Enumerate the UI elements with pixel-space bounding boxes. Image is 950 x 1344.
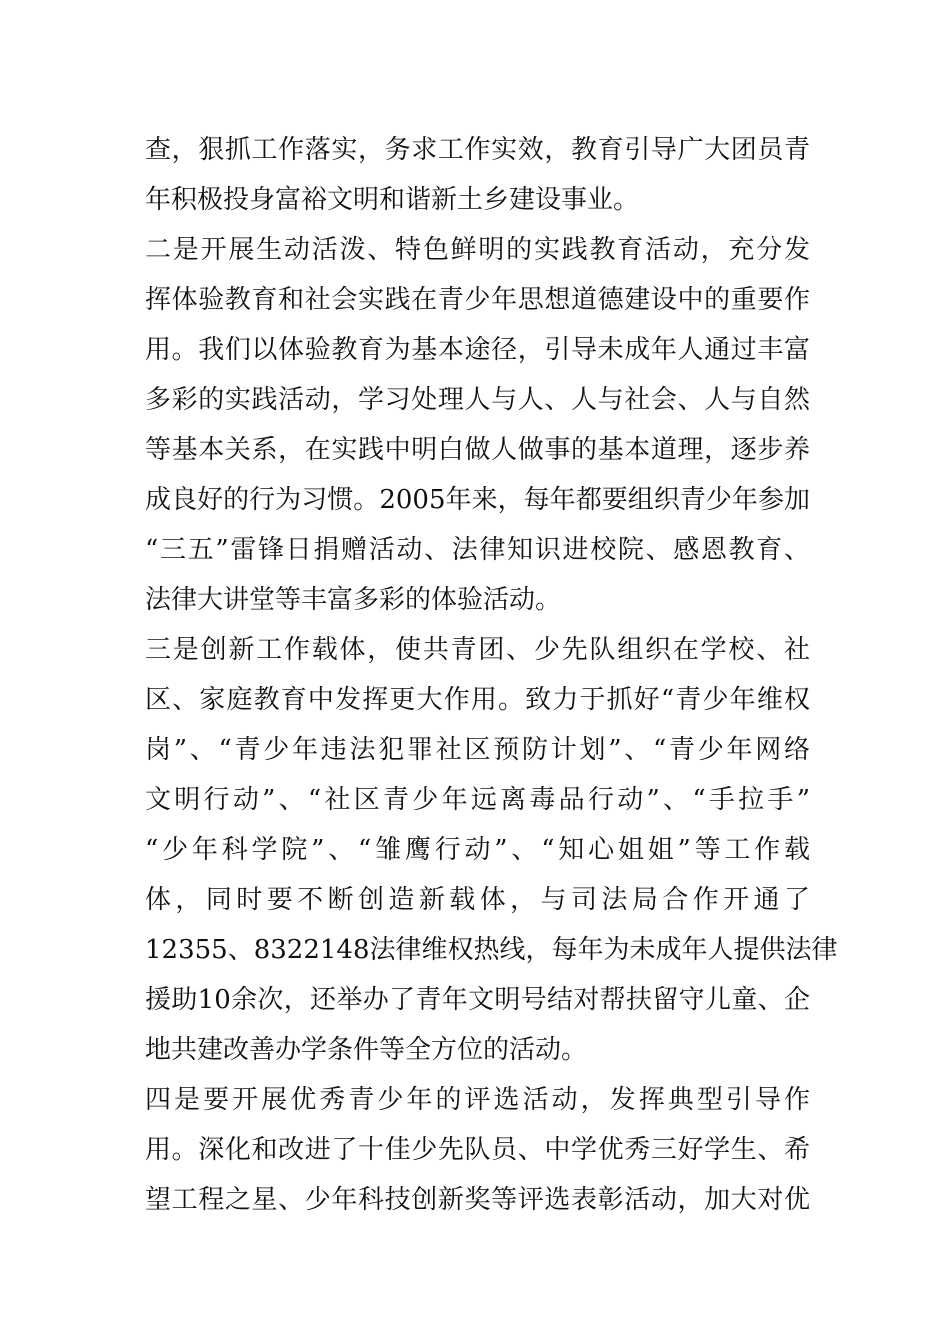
text-line: 四是要开展优秀青少年的评选活动，发挥典型引导作 bbox=[145, 1085, 810, 1115]
text-line: 用。深化和改进了十佳少先队员、中学优秀三好学生、希 bbox=[145, 1135, 810, 1165]
text-line: 法律大讲堂等丰富多彩的体验活动。 bbox=[145, 585, 562, 615]
text-line: 望工程之星、少年科技创新奖等评选表彰活动，加大对优 bbox=[145, 1185, 810, 1215]
text-line: “少年科学院”、“雏鹰行动”、“知心姐姐”等工作载 bbox=[145, 835, 810, 865]
text-line: 援助10余次，还举办了青年文明号结对帮扶留守儿童、企 bbox=[145, 985, 810, 1015]
text-line: 用。我们以体验教育为基本途径，引导未成年人通过丰富 bbox=[145, 335, 810, 365]
text-line: 挥体验教育和社会实践在青少年思想道德建设中的重要作 bbox=[145, 285, 810, 315]
text-line: 成良好的行为习惯。2005年来，每年都要组织青少年参加 bbox=[145, 485, 810, 515]
text-line: 等基本关系，在实践中明白做人做事的基本道理，逐步养 bbox=[145, 435, 810, 465]
text-line: 三是创新工作载体，使共青团、少先队组织在学校、社 bbox=[145, 635, 810, 665]
text-line: 地共建改善办学条件等全方位的活动。 bbox=[145, 1035, 588, 1065]
text-line: 查，狠抓工作落实，务求工作实效，教育引导广大团员青 bbox=[145, 135, 810, 165]
text-line: 12355、8322148法律维权热线，每年为未成年人提供法律 bbox=[145, 935, 838, 965]
text-line: 年积极投身富裕文明和谐新土乡建设事业。 bbox=[145, 185, 640, 215]
text-line: 二是开展生动活泼、特色鲜明的实践教育活动，充分发 bbox=[145, 235, 810, 265]
text-line: 岗”、“青少年违法犯罪社区预防计划”、“青少年网络 bbox=[145, 735, 810, 765]
text-line: 体，同时要不断创造新载体，与司法局合作开通了 bbox=[145, 885, 810, 915]
text-line: 文明行动”、“社区青少年远离毒品行动”、“手拉手” bbox=[145, 785, 810, 815]
text-line: 区、家庭教育中发挥更大作用。致力于抓好“青少年维权 bbox=[145, 685, 810, 715]
text-line: 多彩的实践活动，学习处理人与人、人与社会、人与自然 bbox=[145, 385, 810, 415]
text-line: “三五”雷锋日捐赠活动、法律知识进校院、感恩教育、 bbox=[145, 535, 810, 565]
